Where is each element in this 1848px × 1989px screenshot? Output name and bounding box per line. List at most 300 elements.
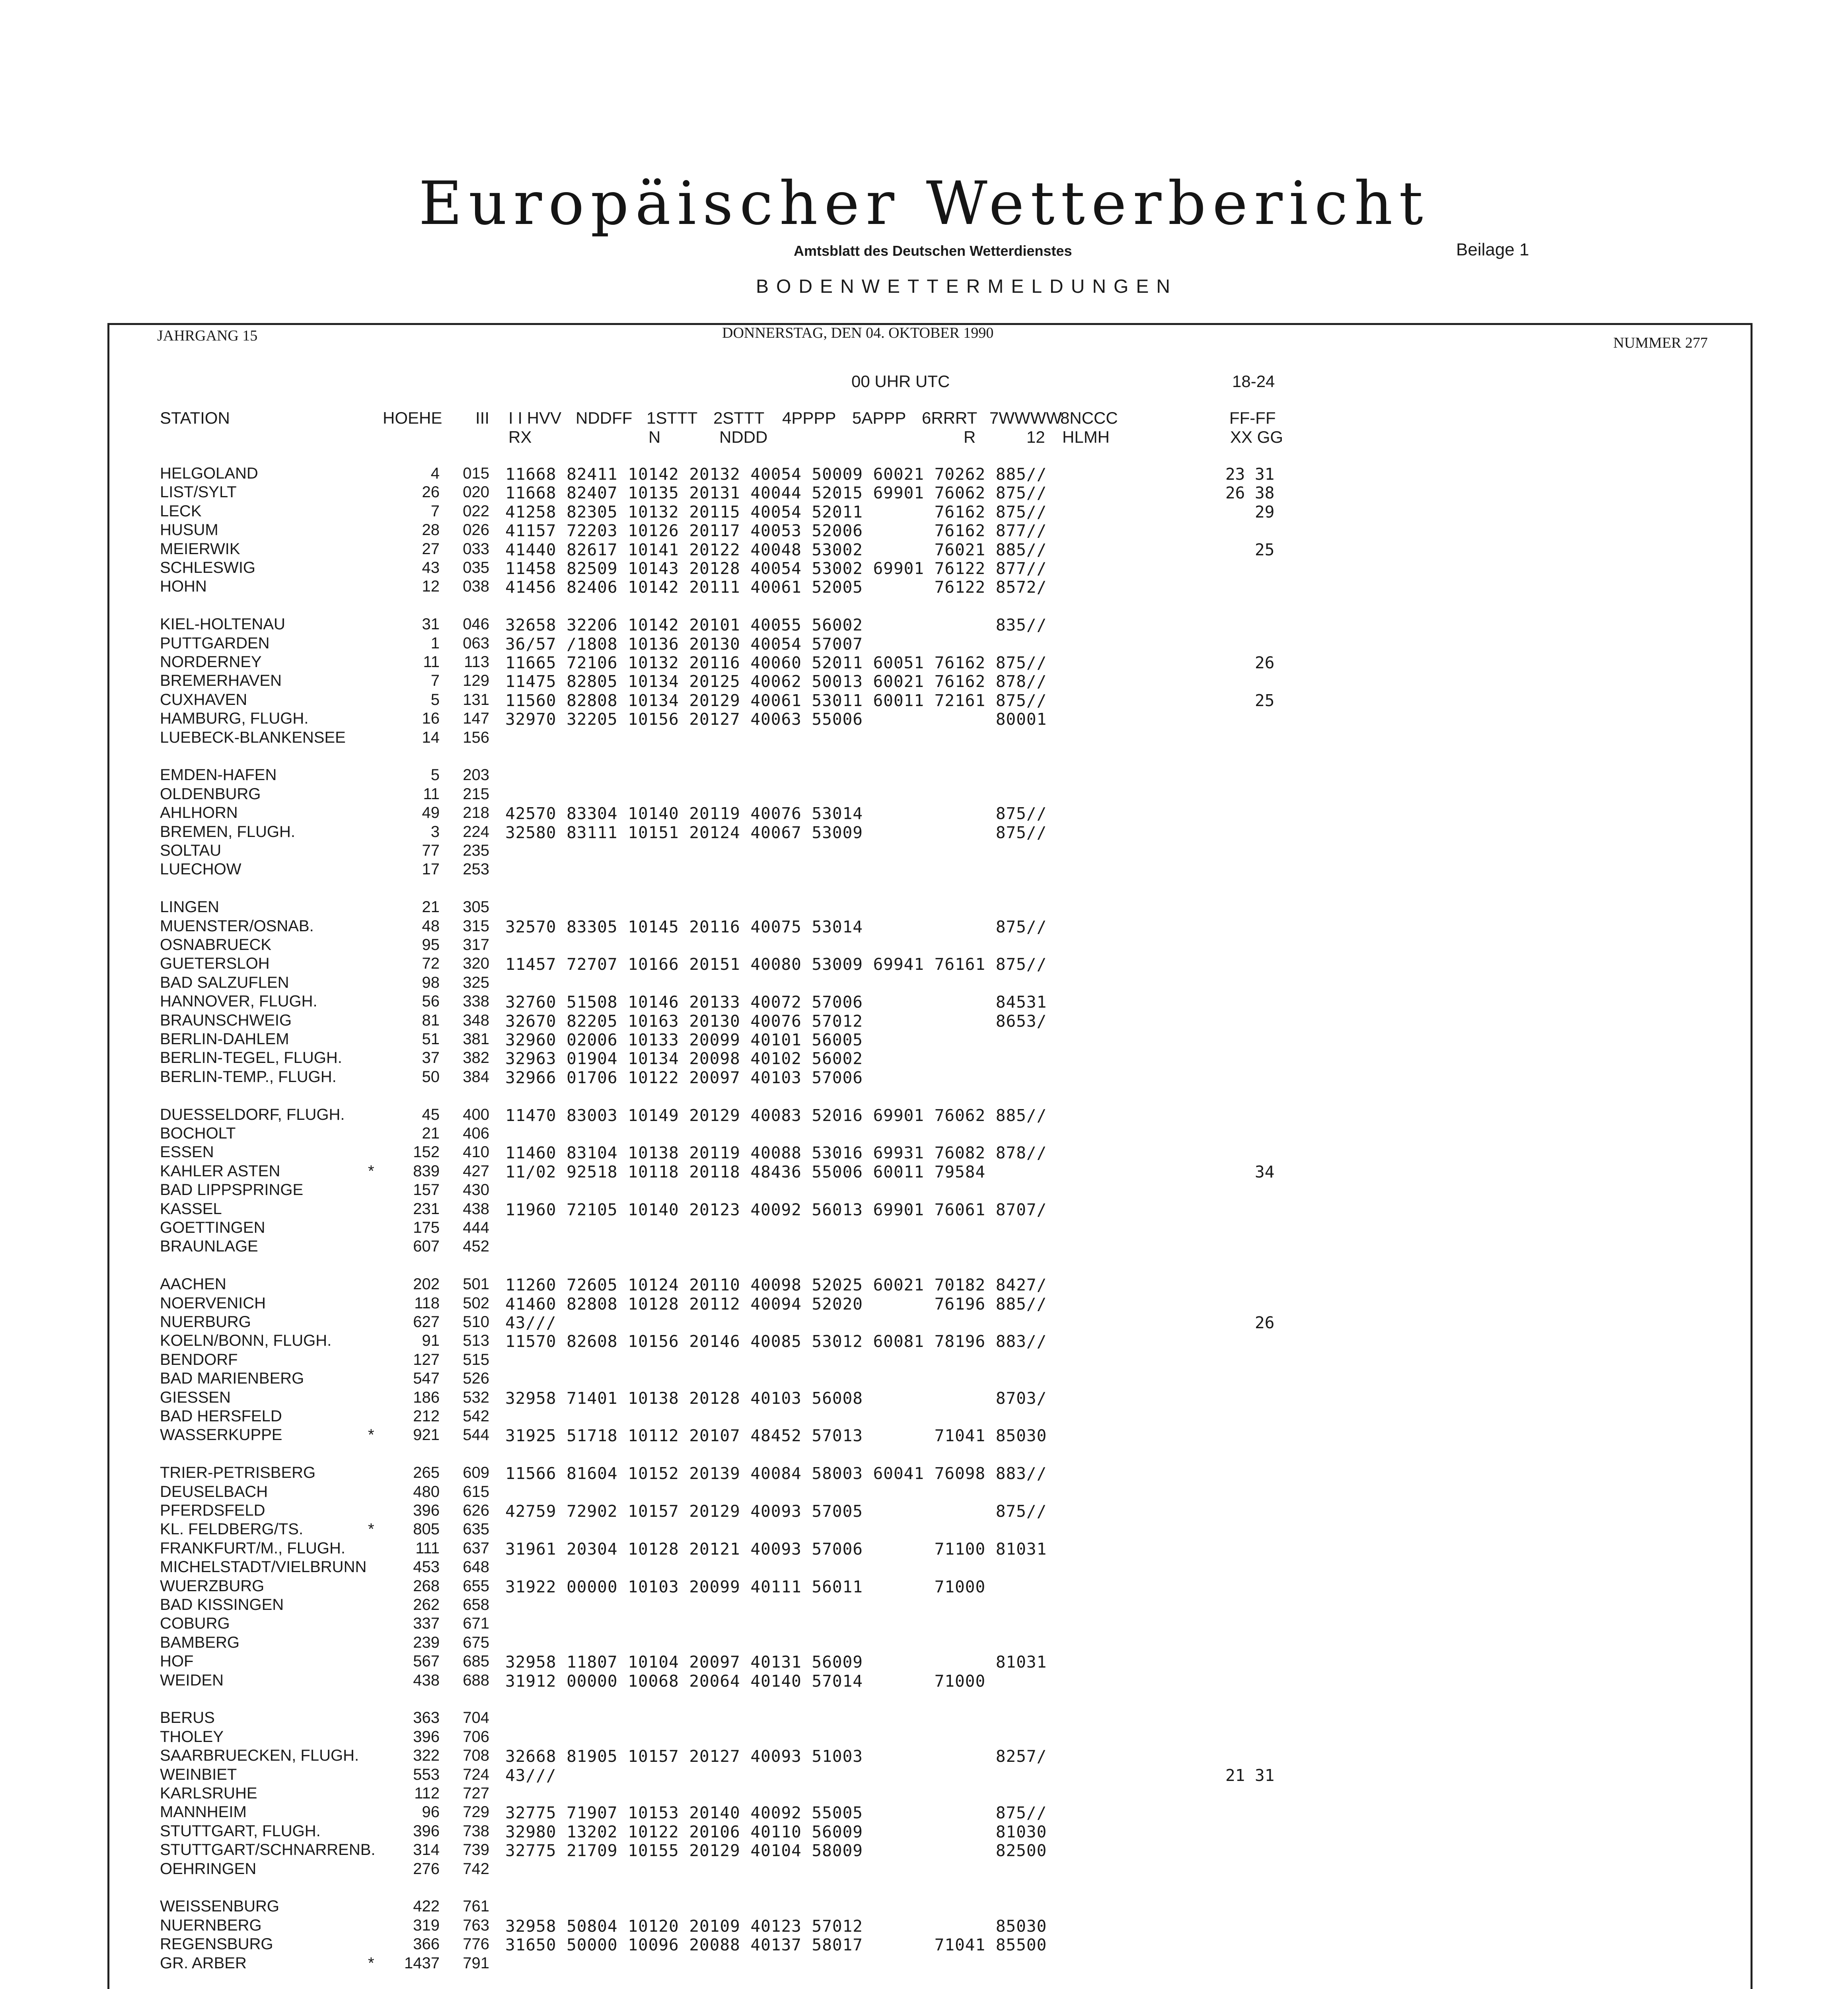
observation-groups: 32966 01706 10122 20097 40103 57006 (505, 1068, 863, 1087)
table-row (0, 1464, 1848, 1481)
table-row (0, 1615, 1848, 1632)
observation-groups: 31650 50000 10096 20088 40137 58017 71041 85500 (505, 1935, 1047, 1955)
station-height: 567 (413, 1652, 440, 1670)
observation-groups: 11560 82808 10134 20129 40061 53011 60011 72161 875// (505, 691, 1047, 710)
station-id: 791 (463, 1954, 489, 1972)
table-row (0, 1577, 1848, 1595)
station-id: 501 (463, 1275, 489, 1293)
station-id: 020 (463, 483, 489, 501)
station-height: 396 (413, 1822, 440, 1840)
station-name: BAD KISSINGEN (160, 1596, 284, 1613)
station-height: 7 (430, 502, 440, 520)
table-row (0, 1596, 1848, 1613)
station-id: 224 (463, 823, 489, 841)
station-height: 366 (413, 1935, 440, 1953)
station-name: HELGOLAND (160, 465, 258, 482)
station-id: 129 (463, 672, 489, 690)
table-row (0, 1275, 1848, 1293)
table-row (0, 955, 1848, 972)
station-height: 231 (413, 1200, 440, 1218)
station-id: 635 (463, 1520, 489, 1538)
station-height: 31 (422, 615, 440, 633)
station-id: 348 (463, 1011, 489, 1029)
station-id: 724 (463, 1765, 489, 1783)
col-iii: III (475, 409, 490, 427)
observation-groups: 11457 72707 10166 20151 40080 53009 69941 76161 875// (505, 955, 1047, 974)
station-name: NUERNBERG (160, 1916, 262, 1934)
col-c3b: N (648, 428, 661, 446)
table-row (0, 1370, 1848, 1387)
station-height: 268 (413, 1577, 440, 1595)
table-row (0, 974, 1848, 991)
station-name: KAHLER ASTEN (160, 1162, 280, 1180)
observation-groups: 31961 20304 10128 20121 40093 57006 71100 81031 (505, 1539, 1047, 1559)
table-row (0, 653, 1848, 671)
station-name: HOF (160, 1652, 194, 1670)
station-height: 438 (413, 1671, 440, 1689)
station-id: 035 (463, 559, 489, 576)
station-height: 26 (422, 483, 440, 501)
station-height: 43 (422, 559, 440, 576)
table-row (0, 1389, 1848, 1406)
table-row (0, 521, 1848, 539)
observation-groups: 32658 32206 10142 20101 40055 56002 835// (505, 615, 1047, 635)
station-id: 526 (463, 1370, 489, 1388)
table-row (0, 1539, 1848, 1557)
wind-peak: 29 (1225, 502, 1275, 522)
table-row (0, 502, 1848, 520)
col-c7b: R (964, 428, 976, 446)
date-label: DONNERSTAG, DEN 04. OKTOBER 1990 (722, 325, 994, 341)
col-c1: I I HVV (508, 409, 562, 427)
station-height: 4 (430, 465, 440, 482)
table-row (0, 672, 1848, 689)
col-c4: 2STTT (713, 409, 765, 427)
observation-groups: 32670 82205 10163 20130 40076 57012 8653/ (505, 1011, 1047, 1031)
station-id: 381 (463, 1030, 489, 1048)
station-height: 49 (422, 804, 440, 822)
station-height: 239 (413, 1633, 440, 1651)
station-id: 444 (463, 1219, 489, 1236)
station-name: KARLSRUHE (160, 1785, 257, 1802)
station-name: MICHELSTADT/VIELBRUNN (160, 1558, 367, 1576)
observation-groups: 11566 81604 10152 20139 40084 58003 60041 76098 883// (505, 1464, 1047, 1483)
station-name: PFERDSFELD (160, 1502, 265, 1519)
station-name: BOCHOLT (160, 1125, 236, 1142)
mountain-marker: * (368, 1954, 374, 1972)
station-id: 400 (463, 1105, 489, 1123)
station-name: GR. ARBER (160, 1954, 247, 1972)
station-id: 727 (463, 1785, 489, 1802)
station-id: 382 (463, 1049, 489, 1067)
table-row (0, 1219, 1848, 1236)
station-height: 7 (430, 672, 440, 690)
station-name: ESSEN (160, 1143, 214, 1161)
table-row (0, 1785, 1848, 1802)
station-id: 655 (463, 1577, 489, 1595)
station-id: 063 (463, 634, 489, 652)
station-id: 615 (463, 1483, 489, 1501)
station-id: 675 (463, 1633, 489, 1651)
station-id: 026 (463, 521, 489, 539)
table-row (0, 1841, 1848, 1859)
table-row (0, 634, 1848, 652)
table-row (0, 1181, 1848, 1199)
col-c10b: XX GG (1230, 428, 1283, 446)
table-row (0, 1125, 1848, 1142)
wind-peak: 26 38 (1225, 483, 1275, 503)
station-name: BAMBERG (160, 1633, 240, 1651)
table-row (0, 1672, 1848, 1689)
observation-groups: 11665 72106 10132 20116 40060 52011 60051 76162 875// (505, 653, 1047, 672)
station-height: 607 (413, 1238, 440, 1255)
observation-groups: 32580 83111 10151 20124 40067 53009 875// (505, 823, 1047, 842)
station-name: BAD SALZUFLEN (160, 973, 289, 991)
station-height: 112 (414, 1785, 440, 1802)
table-row (0, 729, 1848, 746)
station-name: HAMBURG, FLUGH. (160, 710, 309, 728)
observation-groups: 32963 01904 10134 20098 40102 56002 (505, 1049, 863, 1068)
station-id: 510 (463, 1313, 489, 1331)
station-name: LINGEN (160, 898, 219, 916)
station-name: THOLEY (160, 1728, 224, 1746)
table-row (0, 842, 1848, 859)
wind-peak: 34 (1225, 1162, 1275, 1181)
table-row (0, 1143, 1848, 1161)
col-c9b: HLMH (1062, 428, 1110, 446)
station-name: PUTTGARDEN (160, 634, 270, 652)
table-row (0, 804, 1848, 821)
table-row (0, 1898, 1848, 1915)
station-id: 763 (463, 1916, 489, 1934)
station-height: 921 (413, 1426, 440, 1444)
station-id: 131 (463, 691, 489, 708)
station-id: 658 (463, 1596, 489, 1613)
wind-peak: 25 (1225, 540, 1275, 559)
col-c8: 7WWWW (989, 409, 1062, 427)
table-row (0, 1728, 1848, 1746)
station-name: REGENSBURG (160, 1935, 273, 1953)
station-name: FRANKFURT/M., FLUGH. (160, 1539, 345, 1557)
station-name: OSNABRUECK (160, 936, 272, 954)
station-id: 218 (463, 804, 489, 822)
table-row (0, 1935, 1848, 1953)
station-id: 704 (463, 1709, 489, 1727)
station-id: 033 (463, 540, 489, 558)
col-c5: 4PPPP (782, 409, 836, 427)
observation-groups: 31922 00000 10103 20099 40111 56011 71000 (505, 1577, 986, 1596)
station-id: 671 (463, 1615, 489, 1633)
station-height: 95 (422, 936, 440, 954)
station-height: 127 (413, 1351, 440, 1368)
station-name: WEIDEN (160, 1671, 224, 1689)
observation-groups: 32958 11807 10104 20097 40131 56009 81031 (505, 1652, 1047, 1672)
station-name: WASSERKUPPE (160, 1426, 282, 1444)
wind-peak: 25 (1225, 691, 1275, 710)
table-row (0, 993, 1848, 1010)
col-c9: 8NCCC (1060, 409, 1118, 427)
page-title: Europäischer Wetterbericht (419, 169, 1429, 238)
station-name: KL. FELDBERG/TS. (160, 1520, 304, 1538)
station-height: 1437 (404, 1954, 440, 1972)
col-c10: FF-FF (1229, 409, 1276, 427)
station-height: 21 (422, 898, 440, 916)
table-row (0, 1407, 1848, 1425)
station-name: LUEBECK-BLANKENSEE (160, 728, 346, 746)
station-height: 3 (430, 823, 440, 841)
table-row (0, 1426, 1848, 1444)
station-height: 805 (413, 1520, 440, 1538)
station-height: 11 (423, 653, 440, 671)
station-id: 688 (463, 1671, 489, 1689)
station-height: 1 (430, 634, 440, 652)
station-name: KASSEL (160, 1200, 222, 1218)
wind-peak: 26 (1225, 1313, 1275, 1332)
wind-peak: 26 (1225, 653, 1275, 672)
station-height: 422 (413, 1898, 440, 1915)
observation-groups: 32980 13202 10122 20106 40110 56009 81030 (505, 1822, 1047, 1841)
volume-label: JAHRGANG 15 (157, 327, 258, 344)
observation-groups: 41258 82305 10132 20115 40054 52011 76162 875// (505, 502, 1047, 522)
table-row (0, 691, 1848, 708)
station-name: DEUSELBACH (160, 1483, 268, 1501)
station-id: 637 (463, 1539, 489, 1557)
station-name: TRIER-PETRISBERG (160, 1464, 316, 1482)
station-height: 553 (413, 1765, 440, 1783)
table-row (0, 785, 1848, 803)
station-height: 77 (422, 842, 440, 859)
station-name: BERUS (160, 1709, 215, 1727)
observation-groups: 32775 71907 10153 20140 40092 55005 875// (505, 1803, 1047, 1823)
station-id: 015 (463, 465, 489, 482)
station-name: OLDENBURG (160, 785, 261, 803)
station-id: 203 (463, 766, 489, 784)
table-row (0, 1822, 1848, 1840)
observation-groups: 43/// (505, 1313, 557, 1332)
observation-groups: 11960 72105 10140 20123 40092 56013 69901 76061 8707/ (505, 1200, 1047, 1219)
table-row (0, 1520, 1848, 1538)
station-height: 118 (414, 1294, 440, 1312)
table-row (0, 1860, 1848, 1878)
wind-peak: 23 31 (1225, 465, 1275, 484)
table-row (0, 540, 1848, 558)
station-height: 21 (422, 1125, 440, 1142)
station-name: LUECHOW (160, 860, 241, 878)
station-height: 27 (422, 540, 440, 558)
station-name: WEISSENBURG (160, 1898, 280, 1915)
station-height: 202 (413, 1275, 440, 1293)
station-height: 276 (413, 1860, 440, 1878)
observation-groups: 41456 82406 10142 20111 40061 52005 76122 8572/ (505, 578, 1047, 597)
station-name: BREMERHAVEN (160, 672, 282, 690)
station-height: 96 (422, 1803, 440, 1821)
observation-groups: 42570 83304 10140 20119 40076 53014 875// (505, 804, 1047, 823)
observation-groups: 32958 50804 10120 20109 40123 57012 85030 (505, 1916, 1047, 1936)
station-name: GOETTINGEN (160, 1219, 265, 1236)
col-c7: 6RRRT (922, 409, 978, 427)
station-height: 396 (413, 1728, 440, 1746)
station-name: EMDEN-HAFEN (160, 766, 277, 784)
station-height: 12 (422, 578, 440, 596)
station-height: 111 (415, 1539, 440, 1557)
station-name: STUTTGART, FLUGH. (160, 1822, 321, 1840)
station-id: 147 (463, 710, 489, 728)
station-height: 72 (422, 955, 440, 973)
table-row (0, 1294, 1848, 1312)
col-c2: NDDFF (576, 409, 633, 427)
station-height: 839 (413, 1162, 440, 1180)
station-id: 515 (463, 1351, 489, 1368)
table-row (0, 1351, 1848, 1368)
station-name: WEINBIET (160, 1765, 237, 1783)
col-c4b: NDDD (719, 428, 768, 446)
station-height: 363 (413, 1709, 440, 1727)
observation-groups: 11458 82509 10143 20128 40054 53002 69901 76122 877// (505, 559, 1047, 578)
table-row (0, 1803, 1848, 1821)
mountain-marker: * (368, 1162, 374, 1180)
station-id: 325 (463, 973, 489, 991)
station-id: 776 (463, 1935, 489, 1953)
issue-number: NUMMER 277 (1613, 335, 1708, 351)
station-id: 742 (463, 1860, 489, 1878)
table-row (0, 1502, 1848, 1519)
station-height: 396 (413, 1502, 440, 1519)
station-id: 253 (463, 860, 489, 878)
station-name: BENDORF (160, 1351, 238, 1368)
station-id: 315 (463, 917, 489, 935)
observation-groups: 36/57 /1808 10136 20130 40054 57007 (505, 634, 863, 654)
station-name: LIST/SYLT (160, 483, 237, 501)
table-row (0, 1766, 1848, 1783)
station-height: 480 (413, 1483, 440, 1501)
station-id: 320 (463, 955, 489, 973)
observation-groups: 11668 82411 10142 20132 40054 50009 60021 70262 885// (505, 465, 1047, 484)
observation-groups: 32960 02006 10133 20099 40101 56005 (505, 1030, 863, 1049)
station-id: 406 (463, 1125, 489, 1142)
station-height: 98 (422, 973, 440, 991)
station-name: CUXHAVEN (160, 691, 247, 708)
station-id: 438 (463, 1200, 489, 1218)
station-height: 11 (423, 785, 440, 803)
observation-groups: 41157 72203 10126 20117 40053 52006 76162 877// (505, 521, 1047, 541)
station-height: 14 (422, 728, 440, 746)
observation-groups: 11570 82608 10156 20146 40085 53012 60081 78196 883// (505, 1332, 1047, 1351)
table-row (0, 1954, 1848, 1972)
station-id: 427 (463, 1162, 489, 1180)
station-name: WUERZBURG (160, 1577, 265, 1595)
station-id: 113 (464, 653, 489, 671)
table-row (0, 1200, 1848, 1218)
table-row (0, 823, 1848, 841)
observation-groups: 32775 21709 10155 20129 40104 58009 82500 (505, 1841, 1047, 1861)
station-id: 410 (463, 1143, 489, 1161)
station-name: COBURG (160, 1615, 230, 1633)
station-id: 502 (463, 1294, 489, 1312)
station-id: 046 (463, 615, 489, 633)
station-name: KOELN/BONN, FLUGH. (160, 1332, 332, 1350)
observation-groups: 41440 82617 10141 20122 40048 53002 76021 885// (505, 540, 1047, 559)
station-height: 319 (413, 1916, 440, 1934)
station-height: 152 (413, 1143, 440, 1161)
station-id: 022 (463, 502, 489, 520)
station-id: 452 (463, 1238, 489, 1255)
station-height: 91 (422, 1332, 440, 1350)
station-id: 215 (463, 785, 489, 803)
station-name: KIEL-HOLTENAU (160, 615, 285, 633)
table-row (0, 1652, 1848, 1670)
table-row (0, 1709, 1848, 1726)
table-row (0, 1332, 1848, 1349)
observation-groups: 43/// (505, 1765, 557, 1785)
station-id: 532 (463, 1388, 489, 1406)
station-id: 430 (463, 1181, 489, 1199)
station-height: 262 (413, 1596, 440, 1613)
station-id: 317 (463, 936, 489, 954)
station-id: 544 (463, 1426, 489, 1444)
table-row (0, 860, 1848, 878)
station-height: 314 (413, 1841, 440, 1859)
col-c6: 5APPP (852, 409, 906, 427)
station-name: SAARBRUECKEN, FLUGH. (160, 1747, 359, 1765)
table-row (0, 1162, 1848, 1180)
station-name: BERLIN-DAHLEM (160, 1030, 289, 1048)
station-name: HANNOVER, FLUGH. (160, 993, 317, 1010)
station-height: 175 (413, 1219, 440, 1236)
col-c8b: 12 (1026, 428, 1045, 446)
observation-groups: 32760 51508 10146 20133 40072 57006 84531 (505, 993, 1047, 1012)
publisher-subtitle: Amtsblatt des Deutschen Wetterdienstes (794, 243, 1072, 259)
station-height: 50 (422, 1068, 440, 1086)
supplement-label: Beilage 1 (1456, 240, 1529, 259)
station-height: 5 (430, 691, 440, 708)
station-name: MUENSTER/OSNAB. (160, 917, 314, 935)
station-height: 157 (413, 1181, 440, 1199)
station-name: SOLTAU (160, 842, 222, 859)
observation-groups: 42759 72902 10157 20129 40093 57005 875// (505, 1502, 1047, 1521)
station-height: 337 (413, 1615, 440, 1633)
table-row (0, 898, 1848, 916)
table-row (0, 1068, 1848, 1086)
station-height: 81 (422, 1011, 440, 1029)
station-height: 627 (413, 1313, 440, 1331)
table-row (0, 1747, 1848, 1764)
station-name: BERLIN-TEGEL, FLUGH. (160, 1049, 342, 1067)
station-name: NOERVENICH (160, 1294, 266, 1312)
observation-groups: 32668 81905 10157 20127 40093 51003 8257/ (505, 1747, 1047, 1766)
station-height: 28 (422, 521, 440, 539)
observation-groups: 11668 82407 10135 20131 40044 52015 69901 76062 875// (505, 483, 1047, 503)
col-c3: 1STTT (647, 409, 698, 427)
station-height: 16 (422, 710, 440, 728)
observation-groups: 11475 82805 10134 20125 40062 50013 60021 76162 878// (505, 672, 1047, 691)
table-row (0, 1030, 1848, 1048)
station-name: SCHLESWIG (160, 559, 256, 576)
station-name: GUETERSLOH (160, 955, 270, 973)
table-row (0, 578, 1848, 595)
station-id: 685 (463, 1652, 489, 1670)
table-row (0, 1238, 1848, 1255)
section-title: BODENWETTERMELDUNGEN (756, 276, 1178, 297)
table-row (0, 917, 1848, 935)
station-name: STUTTGART/SCHNARRENB. (160, 1841, 376, 1859)
station-name: NORDERNEY (160, 653, 262, 671)
station-name: BAD HERSFELD (160, 1407, 282, 1425)
station-id: 626 (463, 1502, 489, 1519)
station-id: 706 (463, 1728, 489, 1746)
table-row (0, 1106, 1848, 1123)
station-height: 453 (413, 1558, 440, 1576)
station-height: 48 (422, 917, 440, 935)
